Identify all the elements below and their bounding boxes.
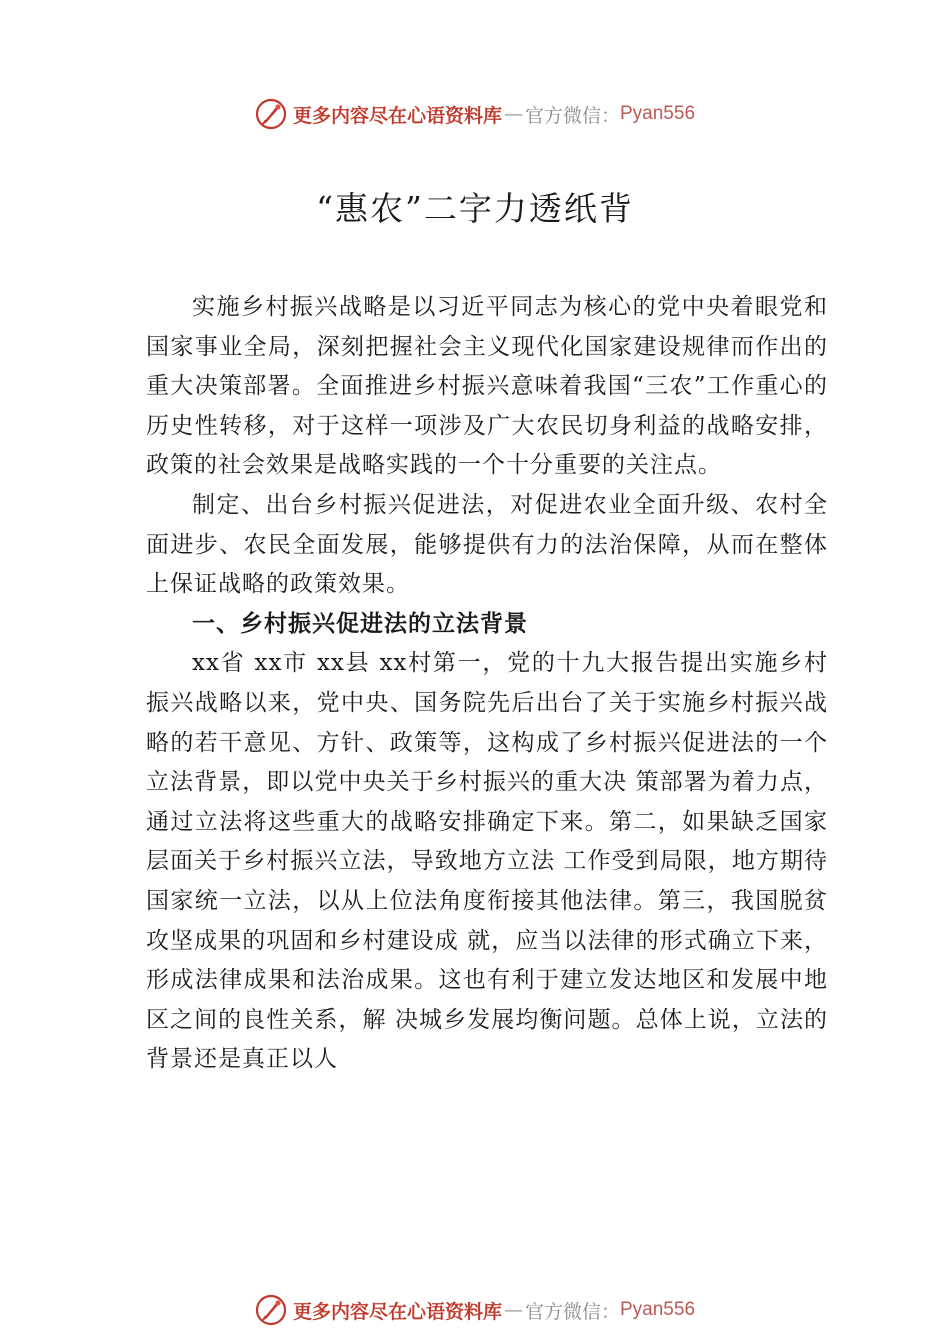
banner-library-text: 更多内容尽在心语资料库 (292, 1300, 502, 1323)
quill-logo-icon (255, 98, 287, 130)
banner-library-text: 更多内容尽在心语资料库 (292, 104, 502, 127)
footer-banner (0, 1290, 950, 1330)
header-banner (0, 94, 950, 134)
banner-wechat-label: 官方微信： (524, 104, 620, 127)
paragraph-background: xx省 xx市 xx县 xx村第一，党的十九大报告提出实施乡村振兴战略以来，党中央、国务院先后出台了关于实施乡村振兴战略的若干意见、方针、政策等，这构成了乡村振兴促进法的一个立法背景，即以党中央关于乡村振兴的重大决 策部署为着力点，通过立法将这些重大的战略安排确定下来。第二，如果缺乏国家层面关于乡村振兴立法，导致地方立法 工作受到局限，地方期待国家统一立法，以从上位法角度衔接其他法律。第三，我国脱贫攻坚成果的巩固和乡村建设成 就，应当以法律的形式确立下来，形成法律成果和法治成果。这也有利于建立发达地区和发展中地区之间的良性关系，解 决城乡发展均衡问题。总体上说，立法的背景还是真正以人 (146, 650, 828, 1073)
banner-dash: — (503, 103, 523, 125)
paragraph-intro: 实施乡村振兴战略是以习近平同志为核心的党中央着眼党和国家事业全局，深刻把握社会主义现代化国家建设规律而作出的重大决策部署。全面推进乡村振兴意味着我国“三农”工作重心的历史性转移，对于这样一项涉及广大农民切身利益的战略安排，政策的社会效果是战略实践的一个十分重要的关注点。 (146, 294, 828, 479)
paragraph-legislation: 制定、出台乡村振兴促进法，对促进农业全面升级、农村全面进步、农民全面发展，能够提供有力的法治保障，从而在整体上保证战略的政策效果。 (146, 491, 828, 598)
banner-dash: — (503, 1299, 523, 1321)
banner-wechat-id: Pyan556 (620, 1299, 696, 1320)
banner-wechat-label: 官方微信： (524, 1300, 620, 1323)
document-title: “惠农”二字力透纸背 (316, 189, 634, 228)
quill-logo-icon (255, 1294, 287, 1326)
document-body (146, 288, 828, 1080)
banner-wechat-id: Pyan556 (620, 103, 696, 124)
section-heading: 一、乡村振兴促进法的立法背景 (192, 610, 528, 637)
